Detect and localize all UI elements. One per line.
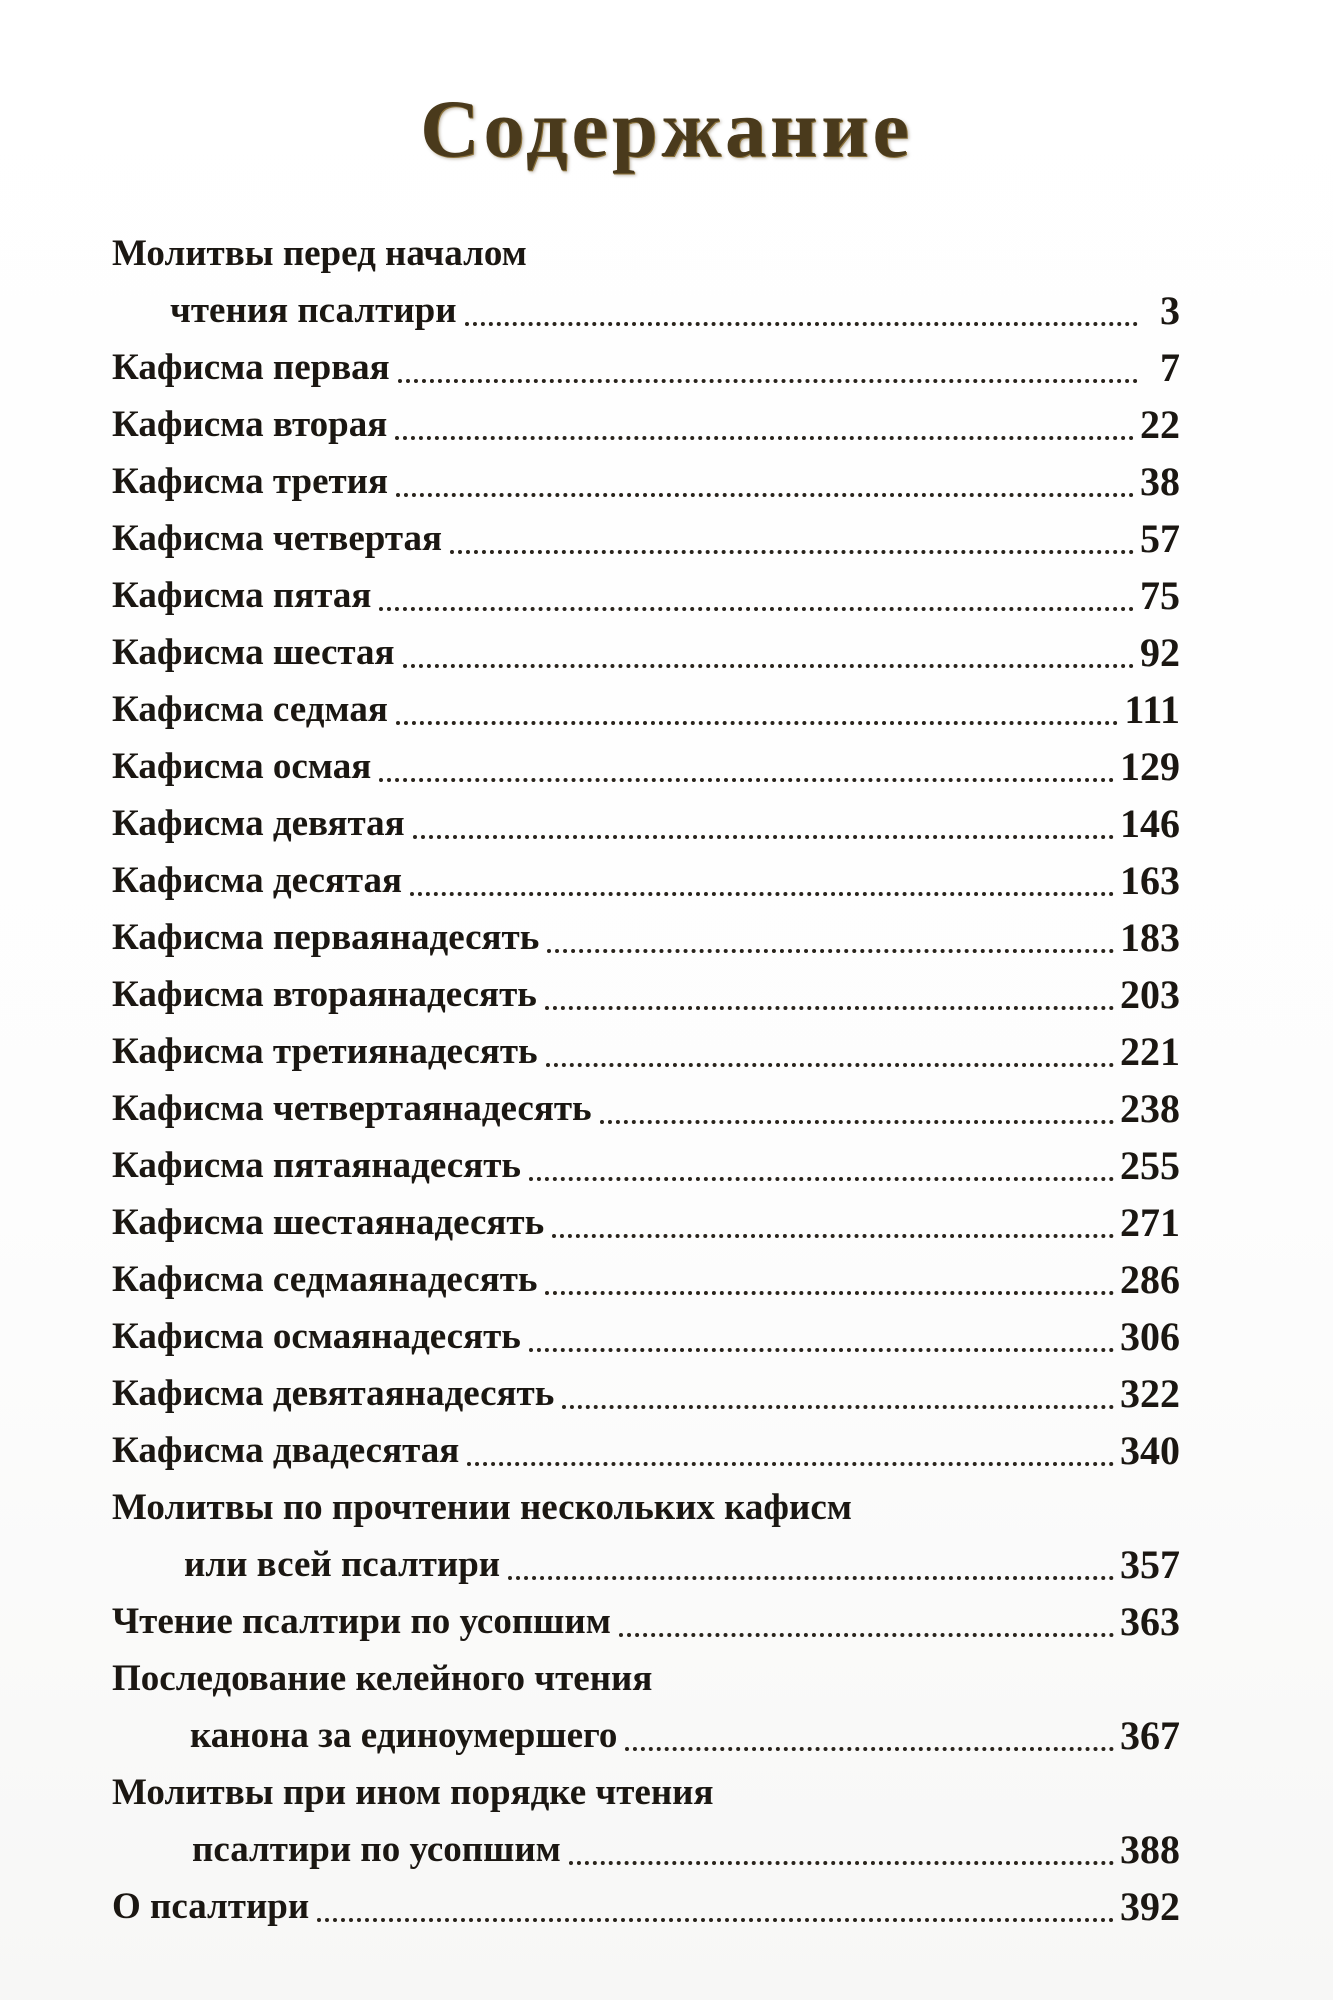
toc-entry-kathisma-17[interactable]: [112, 1251, 1180, 1308]
dot-leader: [403, 664, 1134, 668]
toc-entry-prayers-before[interactable]: [112, 225, 1180, 339]
toc-entry-label: Кафисма седмая: [112, 689, 388, 730]
toc-entry-label: Кафисма третия: [112, 461, 389, 502]
toc-page-number: 340: [1120, 1428, 1180, 1473]
dot-leader: [450, 550, 1134, 554]
toc-entry-label: чтения псалтири: [170, 290, 457, 331]
toc-entry-label: Кафисма двадесятая: [112, 1430, 460, 1471]
toc-entry-label: Последование келейного чтения: [112, 1658, 653, 1699]
toc-entry-kathisma-3[interactable]: [112, 453, 1180, 510]
toc-page-number: 75: [1140, 573, 1180, 618]
dot-leader: [379, 607, 1134, 611]
toc-entry-reading-departed[interactable]: [112, 1593, 1180, 1650]
toc-entry-label: Чтение псалтири по усопшим: [112, 1601, 611, 1642]
dot-leader: [600, 1120, 1114, 1124]
toc-entry-line: [112, 453, 1180, 510]
toc-entry-line: [112, 795, 1180, 852]
toc-entry-kathisma-13[interactable]: [112, 1023, 1180, 1080]
toc-entry-label: Кафисма девятаянадесять: [112, 1373, 555, 1414]
toc-entry-kathisma-12[interactable]: [112, 966, 1180, 1023]
toc-entry-line: [112, 1194, 1180, 1251]
toc-page-number: 306: [1120, 1314, 1180, 1359]
toc-entry-line: [112, 1422, 1180, 1479]
toc-entry-line: [112, 1023, 1180, 1080]
toc-entry-line: [112, 1593, 1180, 1650]
dot-leader: [395, 436, 1134, 440]
toc-entry-kathisma-19[interactable]: [112, 1365, 1180, 1422]
toc-entry-line: [112, 282, 1180, 339]
toc-page-number: 322: [1120, 1371, 1180, 1416]
toc-entry-line: [112, 738, 1180, 795]
dot-leader: [529, 1348, 1114, 1352]
toc-entry-canon[interactable]: [112, 1650, 1180, 1764]
toc-page-number: 271: [1120, 1200, 1180, 1245]
toc-entry-label: Кафисма четвертаянадесять: [112, 1088, 592, 1129]
dot-leader: [396, 493, 1134, 497]
toc-entry-label: Кафисма третиянадесять: [112, 1031, 538, 1072]
toc-entry-kathisma-5[interactable]: [112, 567, 1180, 624]
toc-entry-line: [112, 1080, 1180, 1137]
toc-entry-kathisma-6[interactable]: [112, 624, 1180, 681]
dot-leader: [546, 1063, 1114, 1067]
toc-entry-line: [112, 339, 1180, 396]
toc-entry-kathisma-1[interactable]: [112, 339, 1180, 396]
toc-entry-label: Кафисма пятаянадесять: [112, 1145, 521, 1186]
toc-entry-line: [112, 909, 1180, 966]
toc-entry-label: Кафисма седмаянадесять: [112, 1259, 538, 1300]
dot-leader: [552, 1234, 1114, 1238]
toc-page-number: 388: [1120, 1827, 1180, 1872]
toc-entry-line: [112, 1536, 1180, 1593]
toc-entry-kathisma-20[interactable]: [112, 1422, 1180, 1479]
dot-leader: [508, 1576, 1114, 1580]
toc-entry-line: [112, 1308, 1180, 1365]
toc-entry-label: или всей псалтири: [184, 1544, 501, 1585]
dot-leader: [410, 892, 1114, 896]
toc-page-number: 203: [1120, 972, 1180, 1017]
toc-entry-about[interactable]: [112, 1878, 1180, 1935]
toc-entry-kathisma-4[interactable]: [112, 510, 1180, 567]
dot-leader: [562, 1405, 1114, 1409]
toc-entry-label: Молитвы при ином порядке чтения: [112, 1772, 714, 1813]
toc-entry-kathisma-14[interactable]: [112, 1080, 1180, 1137]
toc-entry-other-order[interactable]: [112, 1764, 1180, 1878]
toc-page-number: 146: [1120, 801, 1180, 846]
toc-entry-label: О псалтири: [112, 1886, 310, 1927]
toc-page-number: 22: [1140, 402, 1180, 447]
toc-page-number: 183: [1120, 915, 1180, 960]
toc-entry-line: [112, 1821, 1180, 1878]
dot-leader: [569, 1861, 1114, 1865]
toc-entry-line: [112, 681, 1180, 738]
dot-leader: [379, 778, 1114, 782]
toc-page-number: 392: [1120, 1884, 1180, 1929]
toc-entry-label: Кафисма перваянадесять: [112, 917, 540, 958]
toc-entry-kathisma-11[interactable]: [112, 909, 1180, 966]
toc-entry-line: [112, 1707, 1180, 1764]
toc-page-number: 111: [1124, 687, 1180, 732]
toc-entry-line: [112, 1878, 1180, 1935]
toc-page-number: 129: [1120, 744, 1180, 789]
toc-entry-line: [112, 1365, 1180, 1422]
toc-page-number: 357: [1120, 1542, 1180, 1587]
toc-entry-kathisma-2[interactable]: [112, 396, 1180, 453]
dot-leader: [467, 1462, 1114, 1466]
toc-page-number: 163: [1120, 858, 1180, 903]
toc-entry-kathisma-15[interactable]: [112, 1137, 1180, 1194]
toc-entry-label: Кафисма девятая: [112, 803, 405, 844]
toc-entry-label: Кафисма осмая: [112, 746, 372, 787]
toc-page-number: 38: [1140, 459, 1180, 504]
toc-entry-kathisma-8[interactable]: [112, 738, 1180, 795]
toc-entry-kathisma-9[interactable]: [112, 795, 1180, 852]
toc-entry-line: [112, 966, 1180, 1023]
toc-page-number: 3: [1160, 288, 1180, 333]
dot-leader: [398, 379, 1138, 383]
dot-leader: [465, 322, 1138, 326]
toc-entry-label: Молитвы перед началом: [112, 233, 527, 274]
toc-entry-line: [112, 1479, 1180, 1536]
toc-entry-label: псалтири по усопшим: [192, 1829, 561, 1870]
toc-page-number: 221: [1120, 1029, 1180, 1074]
toc-entry-label: Кафисма вторaянадесять: [112, 974, 537, 1015]
toc-page-number: 286: [1120, 1257, 1180, 1302]
dot-leader: [547, 949, 1114, 953]
toc-entry-prayers-after[interactable]: [112, 1479, 1180, 1593]
toc-entry-kathisma-7[interactable]: [112, 681, 1180, 738]
toc-entry-label: Кафисма шестая: [112, 632, 395, 673]
toc-entry-label: Кафисма первая: [112, 347, 390, 388]
toc-entry-line: [112, 1137, 1180, 1194]
toc-page-number: 7: [1160, 345, 1180, 390]
dot-leader: [625, 1747, 1114, 1751]
toc-page-number: 367: [1120, 1713, 1180, 1758]
dot-leader: [545, 1291, 1114, 1295]
toc-page-number: 57: [1140, 516, 1180, 561]
toc-entry-label: Кафисма вторая: [112, 404, 388, 445]
toc-page-number: 363: [1120, 1599, 1180, 1644]
table-of-contents: [112, 225, 1180, 1935]
dot-leader: [619, 1633, 1114, 1637]
dot-leader: [529, 1177, 1114, 1181]
toc-entry-line: [112, 396, 1180, 453]
toc-entry-line: [112, 1650, 1180, 1707]
toc-entry-label: Кафисма десятая: [112, 860, 403, 901]
toc-entry-kathisma-16[interactable]: [112, 1194, 1180, 1251]
toc-entry-label: Кафисма осмаянадесять: [112, 1316, 521, 1357]
dot-leader: [317, 1918, 1114, 1922]
toc-entry-label: Кафисма шестаянадесять: [112, 1202, 545, 1243]
toc-entry-line: [112, 1251, 1180, 1308]
dot-leader: [413, 835, 1114, 839]
toc-entry-kathisma-18[interactable]: [112, 1308, 1180, 1365]
dot-leader: [545, 1006, 1114, 1010]
toc-entry-label: Кафисма пятая: [112, 575, 372, 616]
toc-entry-label: Молитвы по прочтении нескольких кафисм: [112, 1487, 852, 1528]
toc-page-number: 255: [1120, 1143, 1180, 1188]
toc-entry-label: канона за единоумершего: [190, 1715, 618, 1756]
toc-entry-label: Кафисма четвертая: [112, 518, 442, 559]
toc-entry-line: [112, 1764, 1180, 1821]
dot-leader: [396, 721, 1119, 725]
toc-entry-line: [112, 852, 1180, 909]
toc-entry-line: [112, 510, 1180, 567]
toc-entry-kathisma-10[interactable]: [112, 852, 1180, 909]
toc-entry-line: [112, 225, 1180, 282]
toc-entry-line: [112, 624, 1180, 681]
toc-entry-line: [112, 567, 1180, 624]
page-title: Содержание: [420, 83, 913, 174]
toc-page-number: 92: [1140, 630, 1180, 675]
toc-page-number: 238: [1120, 1086, 1180, 1131]
